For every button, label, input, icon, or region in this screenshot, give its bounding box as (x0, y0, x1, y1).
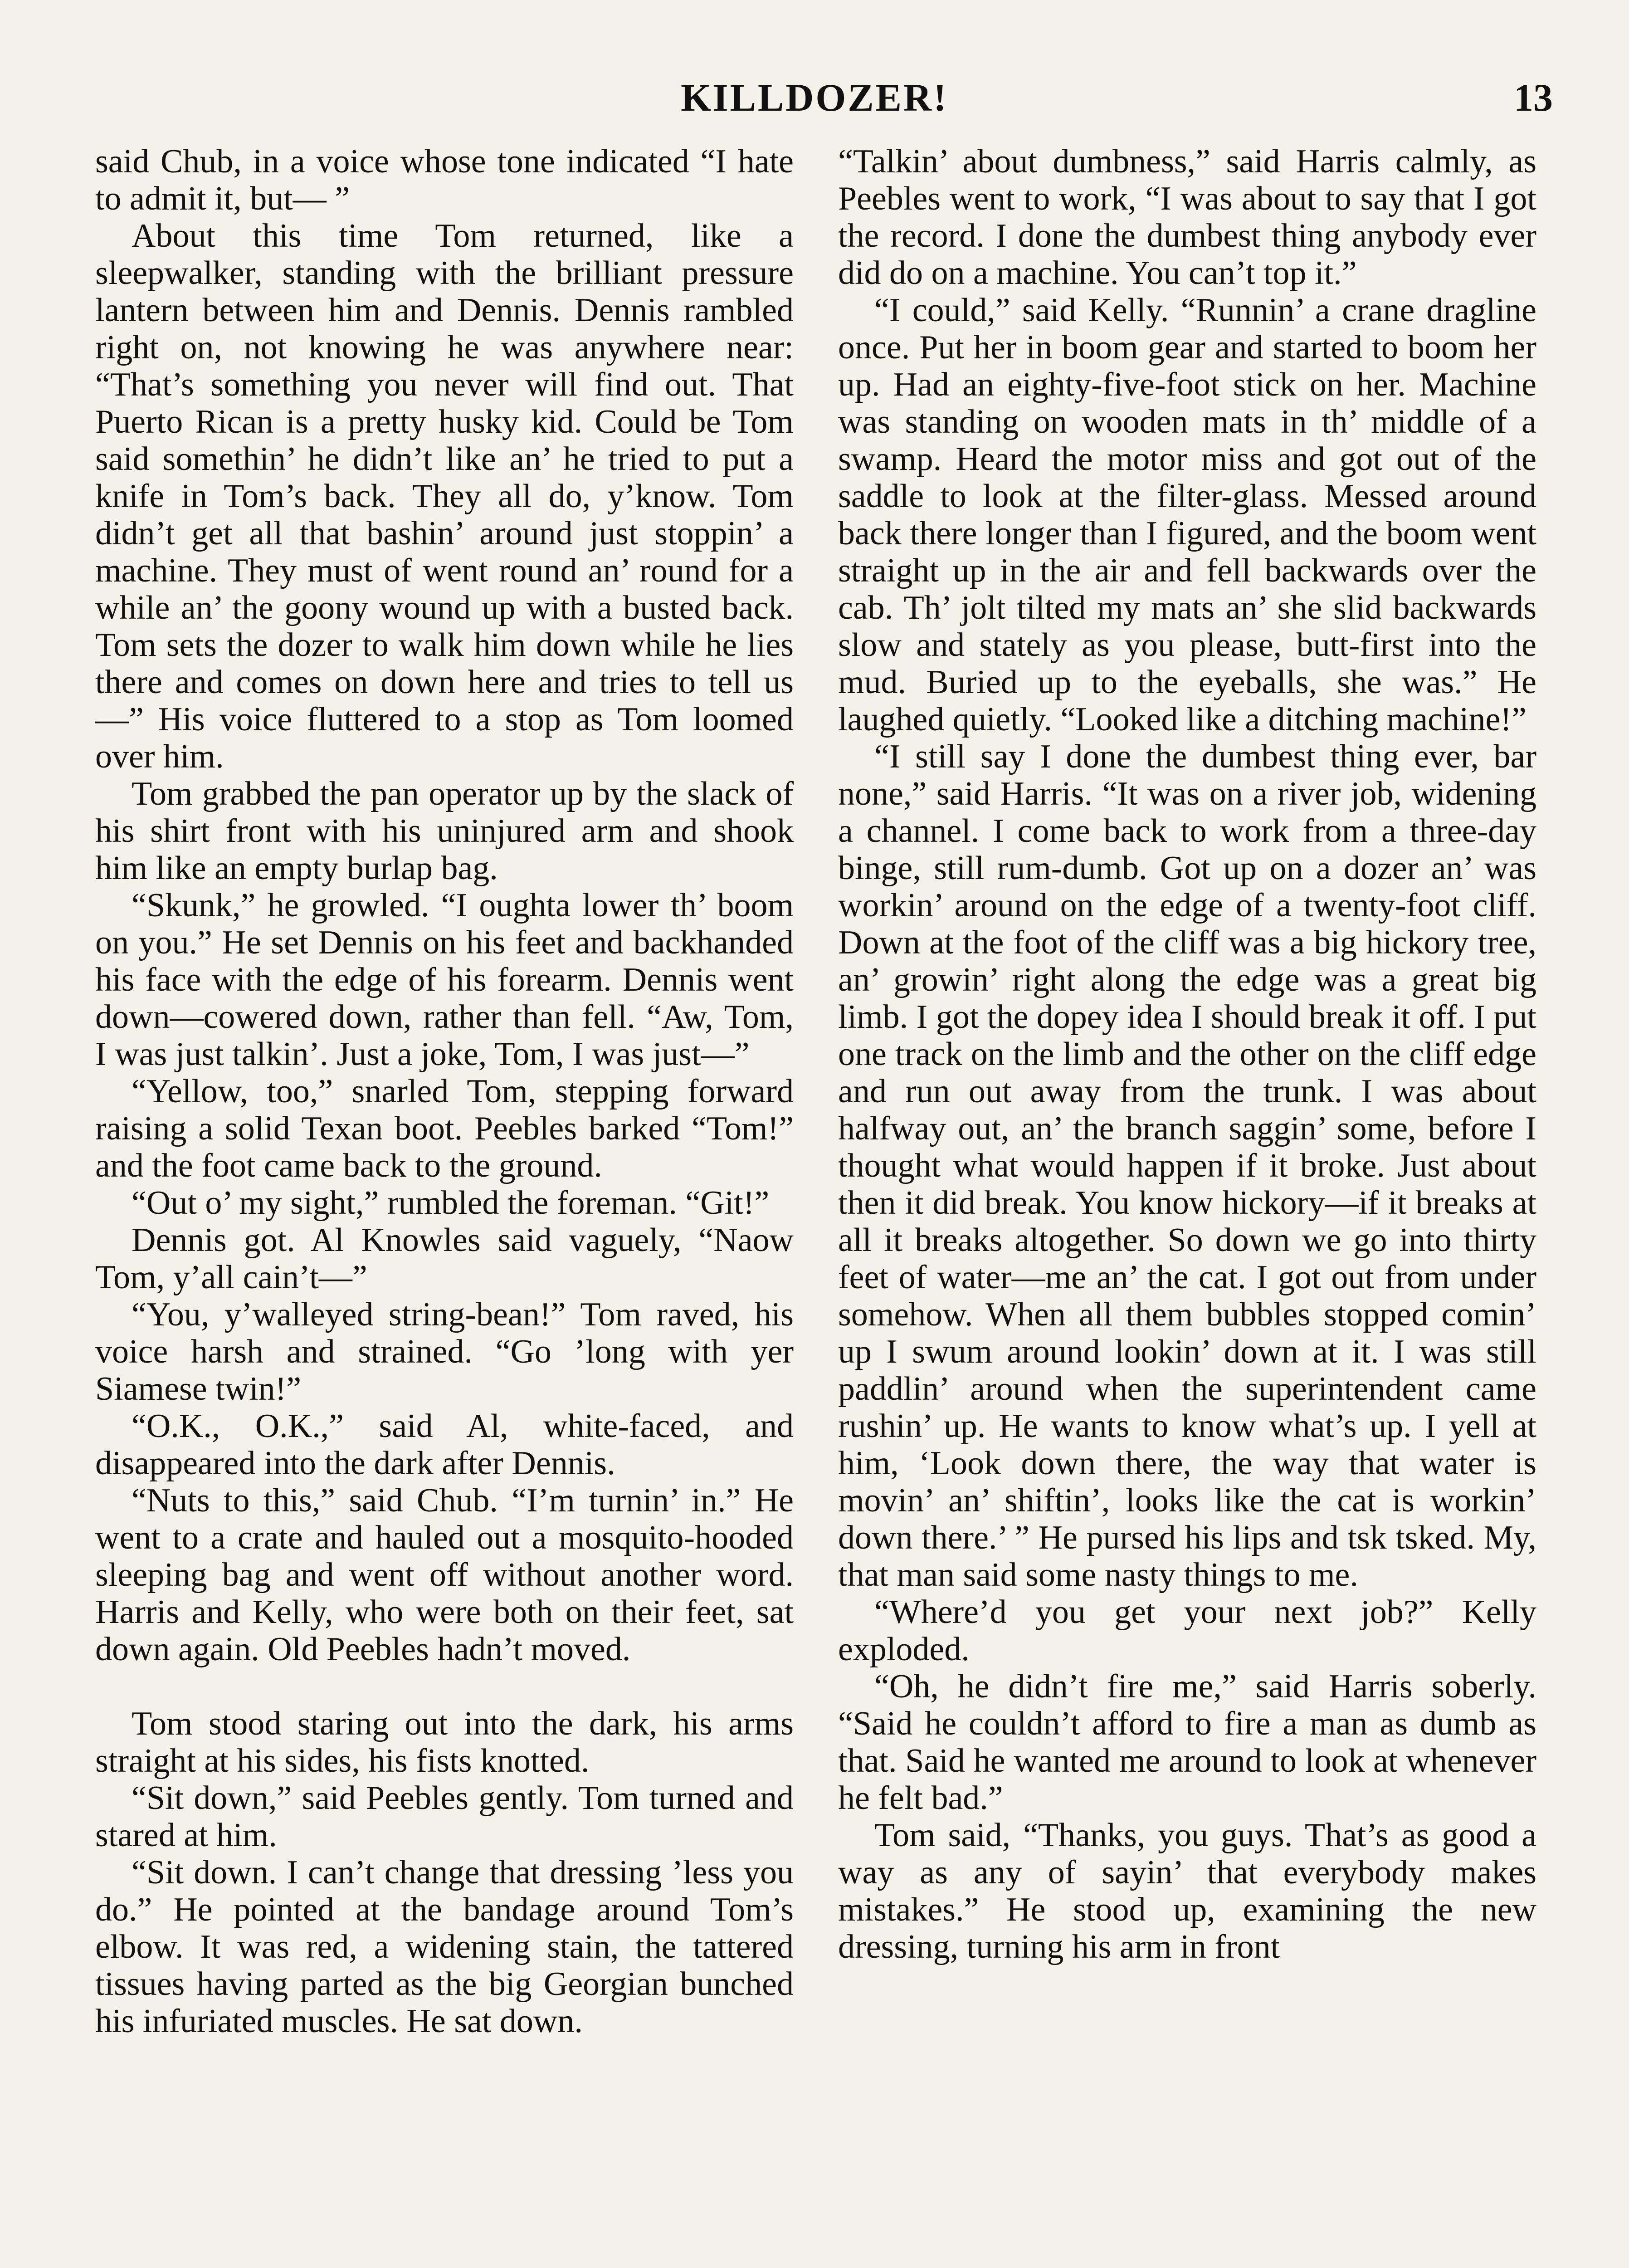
paragraph: “O.K., O.K.,” said Al, white-faced, and disappeared into the dark after Dennis. (95, 1408, 794, 1482)
paragraph: “Sit down,” said Peebles gently. Tom turned and stared at him. (95, 1779, 794, 1854)
paragraph: Tom grabbed the pan operator up by the slack of his shirt front with his uninjured arm and shook him like an empty burlap bag. (95, 775, 794, 887)
paragraph: “Nuts to this,” said Chub. “I’m turnin’ in.” He went to a crate and hauled out a mosquito-hooded sleeping bag and went off without another word. Harris and Kelly, who were both on their feet, sat down again. Old Peebles hadn’t moved. (95, 1482, 794, 1668)
paragraph: “You, y’walleyed string-bean!” Tom raved, his voice harsh and strained. “Go ’long with yer Siamese twin!” (95, 1296, 794, 1408)
paragraph: “Skunk,” he growled. “I oughta lower th’ boom on you.” He set Dennis on his feet and backhanded his face with the edge of his forearm. Dennis went down—cowered down, rather than fell. “Aw, Tom, I was just talkin’. Just a joke, Tom, I was just—” (95, 887, 794, 1073)
left-text-column (95, 143, 794, 2268)
paragraph: Tom said, “Thanks, you guys. That’s as good a way as any of sayin’ that everybody makes mistakes.” He stood up, examining the new dressing, turning his arm in front (838, 1817, 1536, 1965)
page-number: 13 (1514, 76, 1553, 119)
paragraph: “Sit down. I can’t change that dressing ’less you do.” He pointed at the bandage around Tom’s elbow. It was red, a widening stain, the tattered tissues having parted as the big Georgian bunched his infuriated muscles. He sat down. (95, 1854, 794, 2040)
paragraph: “Talkin’ about dumbness,” said Harris calmly, as Peebles went to work, “I was about to say that I got the record. I done the dumbest thing anybody ever did do on a machine. You can’t top it.” (838, 143, 1536, 292)
paragraph: “Yellow, too,” snarled Tom, stepping forward raising a solid Texan boot. Peebles barked “Tom!” and the foot came back to the ground. (95, 1073, 794, 1184)
paragraph: “Oh, he didn’t fire me,” said Harris soberly. “Said he couldn’t afford to fire a man as dumb as that. Said he wanted me around to look at whenever he felt bad.” (838, 1668, 1536, 1817)
running-title: KILLDOZER! (681, 76, 948, 119)
paragraph: Tom stood staring out into the dark, his arms straight at his sides, his fists knotted. (95, 1705, 794, 1779)
paragraph: “I still say I done the dumbest thing ever, bar none,” said Harris. “It was on a river job, widening a channel. I come back to work from a three-day binge, still rum-dumb. Got up on a dozer an’ was workin’ around on the edge of a twenty-foot cliff. Down at the foot of the cliff was a big hickory tree, an’ growin’ right along the edge was a great big limb. I got the dopey idea I should break it off. I put one track on the limb and the other on the cliff edge and run out away from the trunk. I was about halfway out, an’ the branch saggin’ some, before I thought what would happen if it broke. Just about then it did break. You know hickory—if it breaks at all it breaks altogether. So down we go into thirty feet of water—me an’ the cat. I got out from under somehow. When all them bubbles stopped comin’ up I swum around lookin’ down at it. I was still paddlin’ around when the superintendent came rushin’ up. He wants to know what’s up. I yell at him, ‘Look down there, the way that water is movin’ an’ shiftin’, looks like the cat is workin’ down there.’ ” He pursed his lips and tsk tsked. My, that man said some nasty things to me. (838, 738, 1536, 1593)
paragraph: Dennis got. Al Knowles said vaguely, “Naow Tom, y’all cain’t—” (95, 1222, 794, 1296)
paragraph: “I could,” said Kelly. “Runnin’ a crane dragline once. Put her in boom gear and started to boom her up. Had an eighty-five-foot stick on her. Machine was standing on wooden mats in th’ middle of a swamp. Heard the motor miss and got out of the saddle to look at the filter-glass. Messed around back there longer than I figured, and the boom went straight up in the air and fell backwards over the cab. Th’ jolt tilted my mats an’ she slid backwards slow and stately as you please, butt-first into the mud. Buried up to the eyeballs, she was.” He laughed quietly. “Looked like a ditching machine!” (838, 292, 1536, 738)
paragraph: “Out o’ my sight,” rumbled the foreman. “Git!” (132, 1184, 770, 1222)
paragraph: “Where’d you get your next job?” Kelly exploded. (838, 1593, 1536, 1668)
paragraph: said Chub, in a voice whose tone indicated “I hate to admit it, but— ” (95, 143, 794, 217)
paragraph: About this time Tom returned, like a sleepwalker, standing with the brilliant pressure lantern between him and Dennis. Dennis rambled right on, not knowing he was anywhere near: “That’s something you never will find out. That Puerto Rican is a pretty husky kid. Could be Tom said somethin’ he didn’t like an’ he tried to put a knife in Tom’s back. They all do, y’know. Tom didn’t get all that bashin’ around just stoppin’ a machine. They must of went round an’ round for a while an’ the goony wound up with a busted back. Tom sets the dozer to walk him down while he lies there and comes on down here and tries to tell us—” His voice fluttered to a stop as Tom loomed over him. (95, 217, 794, 775)
right-text-column (838, 143, 1536, 2268)
